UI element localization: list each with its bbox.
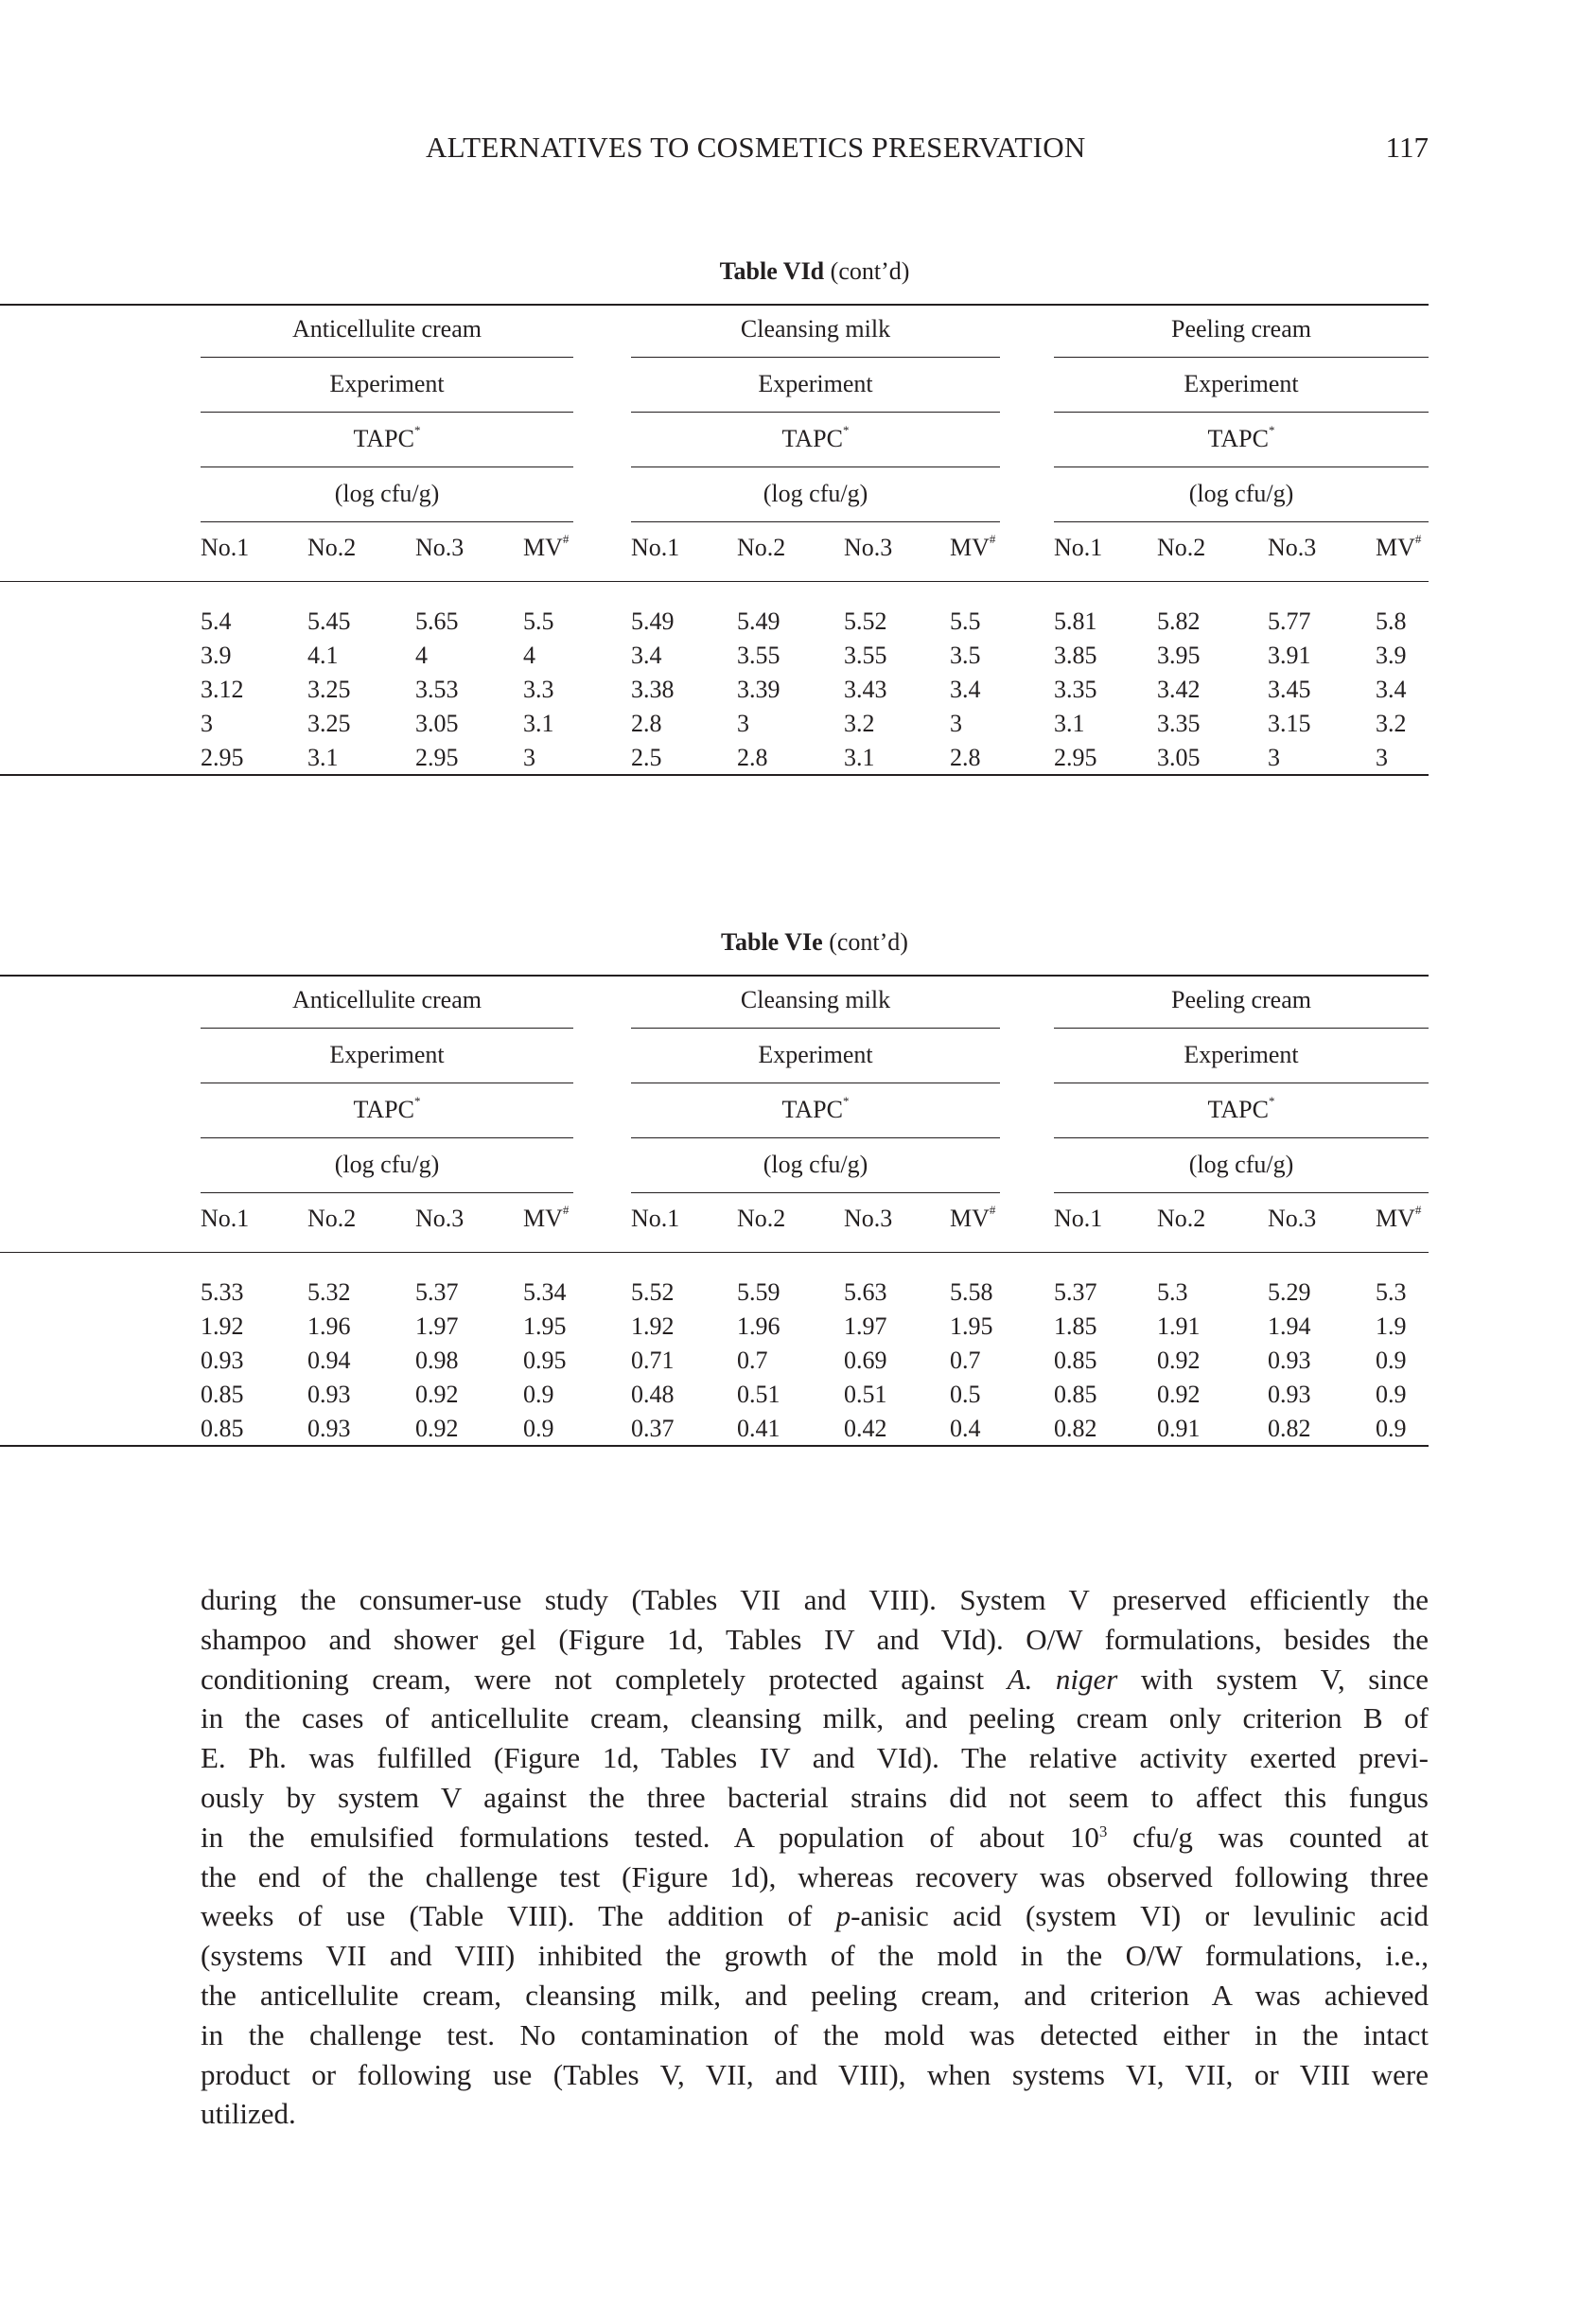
italic-text: p — [835, 1899, 851, 1933]
table-cell: 5.49 — [737, 607, 780, 635]
column-header: MV# — [523, 532, 570, 561]
table-cell: 0.92 — [415, 1381, 459, 1408]
table-cell: 0.7 — [737, 1347, 768, 1374]
tapc-label: TAPC* — [353, 423, 421, 452]
table-cell: 5.3 — [1376, 1278, 1407, 1306]
experiment-label: Experiment — [758, 370, 873, 397]
tapc-label: TAPC* — [781, 423, 850, 452]
table-cell: 0.48 — [631, 1381, 675, 1408]
group-rule — [631, 1028, 1000, 1029]
table-cell: 0.94 — [307, 1347, 351, 1374]
table-cell: 2.8 — [631, 710, 662, 737]
table-cell: 3.1 — [307, 744, 339, 771]
table-cell: 3.1 — [523, 710, 554, 737]
text-line — [201, 1620, 1429, 1660]
footnote-mark: # — [562, 1203, 570, 1217]
text-segment: conditioning cream, were not completely protected against — [201, 1662, 1008, 1696]
table-cell: 0.9 — [1376, 1381, 1407, 1408]
table-cell: 3.9 — [1376, 642, 1407, 669]
column-header: No.1 — [1054, 534, 1103, 561]
text-segment: with system V, since — [1117, 1662, 1429, 1696]
column-header: No.2 — [1157, 534, 1206, 561]
text-line — [201, 1818, 1429, 1857]
experiment-label: Experiment — [1184, 1041, 1299, 1068]
column-header: No.1 — [631, 534, 680, 561]
group-rule — [1054, 466, 1429, 467]
column-header: No.1 — [1054, 1205, 1103, 1232]
group-rule — [1054, 521, 1429, 522]
table-cell: 1.95 — [950, 1312, 993, 1340]
table-title — [0, 928, 1429, 957]
table-cell: 0.92 — [1157, 1347, 1201, 1374]
text-segment: weeks of use (Table VIII). The addition of — [201, 1899, 836, 1933]
text-segment: the anticellulite cream, cleansing milk, and peeling cream, and criterion A was achieved — [201, 1978, 1429, 2012]
group-rule — [1054, 357, 1429, 358]
table-cell: 3.2 — [1376, 710, 1407, 737]
table-cell: 2.95 — [415, 744, 459, 771]
table-top-rule — [0, 304, 1429, 306]
table-cell: 2.5 — [631, 744, 662, 771]
table-cell: 3.35 — [1054, 676, 1097, 703]
table-cell: 1.97 — [844, 1312, 887, 1340]
table-cell: 0.85 — [1054, 1381, 1097, 1408]
group-rule — [201, 1028, 573, 1029]
table-cell: 5.77 — [1268, 607, 1311, 635]
table-cell: 0.85 — [201, 1381, 244, 1408]
table-cell: 0.93 — [1268, 1381, 1311, 1408]
experiment-label: Experiment — [329, 370, 445, 397]
column-header: No.2 — [737, 1205, 786, 1232]
footnote-mark: * — [842, 423, 850, 437]
table-cell: 0.93 — [1268, 1347, 1311, 1374]
table-cell: 1.9 — [1376, 1312, 1407, 1340]
unit-label: (log cfu/g) — [1188, 480, 1294, 507]
text-segment: E. Ph. was fulfilled (Figure 1d, Tables IV and VId). The relative activity exerted previ- — [201, 1741, 1429, 1775]
text-line — [201, 1738, 1429, 1778]
column-header: No.3 — [844, 534, 893, 561]
text-segment: ously by system V against the three bacterial strains did not seem to affect this fungus — [201, 1780, 1429, 1814]
column-header: MV# — [950, 1203, 996, 1232]
footnote-mark: # — [1414, 1203, 1422, 1217]
table-cell: 1.96 — [307, 1312, 351, 1340]
table-cell: 5.37 — [415, 1278, 459, 1306]
table-cell: 0.51 — [737, 1381, 780, 1408]
group-title: Cleansing milk — [740, 315, 891, 343]
footnote-mark: # — [1414, 532, 1422, 546]
table-cell: 3.12 — [201, 676, 244, 703]
column-header: No.2 — [307, 1205, 357, 1232]
tapc-label: TAPC* — [1207, 1094, 1275, 1123]
table-cell: 0.93 — [201, 1347, 244, 1374]
table-title-label: Table VId — [719, 257, 825, 285]
table-cell: 3 — [1268, 744, 1280, 771]
table-cell: 3 — [737, 710, 749, 737]
table-cell: 5.52 — [631, 1278, 675, 1306]
footnote-mark: # — [989, 1203, 996, 1217]
table-cell: 3.53 — [415, 676, 459, 703]
unit-label: (log cfu/g) — [763, 480, 868, 507]
column-header: MV# — [1376, 532, 1422, 561]
table-cell: 5.3 — [1157, 1278, 1188, 1306]
column-header: No.3 — [844, 1205, 893, 1232]
table-cell: 0.9 — [523, 1381, 554, 1408]
table-cell: 3.4 — [631, 642, 662, 669]
tapc-label: TAPC* — [781, 1094, 850, 1123]
text-line — [201, 2094, 1429, 2134]
table-cell: 3.3 — [523, 676, 554, 703]
group-rule — [631, 1137, 1000, 1138]
table-cell: 3.35 — [1157, 710, 1201, 737]
table-cell: 3.4 — [1376, 676, 1407, 703]
text-line — [201, 1660, 1429, 1699]
text-line — [201, 1580, 1429, 1620]
table-cell: 5.65 — [415, 607, 459, 635]
header-bottom-rule — [0, 1252, 1429, 1253]
header-bottom-rule — [0, 581, 1429, 582]
table-cell: 0.82 — [1268, 1415, 1311, 1442]
group-rule — [631, 466, 1000, 467]
footnote-mark: # — [562, 532, 570, 546]
table-cell: 5.5 — [950, 607, 981, 635]
table-cell: 0.9 — [523, 1415, 554, 1442]
table-cell: 3.95 — [1157, 642, 1201, 669]
table-cell: 0.5 — [950, 1381, 981, 1408]
italic-text: A. niger — [1007, 1662, 1118, 1696]
footnote-mark: * — [842, 1094, 850, 1108]
column-header: No.1 — [201, 534, 250, 561]
column-header: No.3 — [1268, 534, 1317, 561]
column-header: MV# — [523, 1203, 570, 1232]
footnote-mark: # — [989, 532, 996, 546]
group-rule — [631, 1192, 1000, 1193]
text-line — [201, 1896, 1429, 1936]
table-cell: 0.41 — [737, 1415, 780, 1442]
group-rule — [1054, 1028, 1429, 1029]
table-cell: 5.29 — [1268, 1278, 1311, 1306]
table-title-label: Table VIe — [721, 928, 823, 956]
table-title-suffix: (cont’d) — [822, 928, 908, 956]
column-header: MV# — [1376, 1203, 1422, 1232]
table-cell: 1.94 — [1268, 1312, 1311, 1340]
table-cell: 5.52 — [844, 607, 887, 635]
table-cell: 4 — [415, 642, 428, 669]
table-cell: 5.49 — [631, 607, 675, 635]
table-cell: 3.55 — [844, 642, 887, 669]
column-header: No.1 — [631, 1205, 680, 1232]
table-cell: 3.05 — [415, 710, 459, 737]
text-segment: utilized. — [201, 2097, 296, 2131]
table-cell: 0.91 — [1157, 1415, 1201, 1442]
text-segment: during the consumer-use study (Tables VII and VIII). System V preserved efficiently the — [201, 1583, 1429, 1616]
table-cell: 5.32 — [307, 1278, 351, 1306]
group-rule — [201, 466, 573, 467]
text-segment: the end of the challenge test (Figure 1d), whereas recovery was observed following three — [201, 1859, 1429, 1893]
table-cell: 3.45 — [1268, 676, 1311, 703]
table-cell: 0.42 — [844, 1415, 887, 1442]
table-cell: 2.8 — [950, 744, 981, 771]
unit-label: (log cfu/g) — [334, 1151, 440, 1178]
group-title: Peeling cream — [1171, 986, 1311, 1013]
group-rule — [201, 412, 573, 413]
group-rule — [1054, 1192, 1429, 1193]
text-segment: in the cases of anticellulite cream, cleansing milk, and peeling cream only criterion B of — [201, 1701, 1429, 1735]
table-title — [0, 257, 1429, 286]
table-cell: 1.97 — [415, 1312, 459, 1340]
table-cell: 3.5 — [950, 642, 981, 669]
column-header: No.2 — [737, 534, 786, 561]
group-rule — [631, 412, 1000, 413]
table-cell: 3 — [201, 710, 213, 737]
text-line — [201, 1936, 1429, 1976]
table-cell: 3.9 — [201, 642, 232, 669]
table-cell: 5.8 — [1376, 607, 1407, 635]
text-segment: cfu/g was counted at — [1107, 1820, 1429, 1854]
table-cell: 3.25 — [307, 676, 351, 703]
column-header: No.2 — [1157, 1205, 1206, 1232]
table-cell: 0.51 — [844, 1381, 887, 1408]
footnote-mark: * — [413, 1094, 421, 1108]
table-bottom-rule — [0, 1445, 1429, 1447]
tapc-label: TAPC* — [1207, 423, 1275, 452]
unit-label: (log cfu/g) — [334, 480, 440, 507]
group-title: Anticellulite cream — [292, 986, 482, 1013]
table-cell: 5.58 — [950, 1278, 993, 1306]
table-cell: 2.95 — [201, 744, 244, 771]
group-rule — [631, 521, 1000, 522]
table-cell: 0.7 — [950, 1347, 981, 1374]
table-cell: 0.69 — [844, 1347, 887, 1374]
table-cell: 3.2 — [844, 710, 875, 737]
text-segment: in the emulsified formulations tested. A population of about 10 — [201, 1820, 1099, 1854]
table-cell: 0.9 — [1376, 1347, 1407, 1374]
footnote-mark: * — [413, 423, 421, 437]
footnote-mark: * — [1268, 423, 1275, 437]
text-line — [201, 1778, 1429, 1818]
table-cell: 1.92 — [631, 1312, 675, 1340]
table-cell: 2.95 — [1054, 744, 1097, 771]
table-cell: 0.4 — [950, 1415, 981, 1442]
table-cell: 0.37 — [631, 1415, 675, 1442]
group-title: Peeling cream — [1171, 315, 1311, 343]
table-cell: 3.38 — [631, 676, 675, 703]
table-cell: 3.4 — [950, 676, 981, 703]
table-cell: 1.91 — [1157, 1312, 1201, 1340]
group-rule — [201, 357, 573, 358]
group-rule — [1054, 1137, 1429, 1138]
table-cell: 3.15 — [1268, 710, 1311, 737]
table-cell: 3.05 — [1157, 744, 1201, 771]
table-cell: 3.43 — [844, 676, 887, 703]
table-title-suffix: (cont’d) — [824, 257, 910, 285]
table-cell: 3.55 — [737, 642, 780, 669]
group-title: Anticellulite cream — [292, 315, 482, 343]
text-segment: in the challenge test. No contamination of the mold was detected either in the intact — [201, 2017, 1429, 2051]
table-bottom-rule — [0, 774, 1429, 776]
table-cell: 5.59 — [737, 1278, 780, 1306]
column-header: No.3 — [415, 534, 465, 561]
table-cell: 0.93 — [307, 1415, 351, 1442]
table-cell: 0.82 — [1054, 1415, 1097, 1442]
group-title: Cleansing milk — [740, 986, 891, 1013]
body-paragraph — [201, 1580, 1429, 2134]
table-cell: 0.95 — [523, 1347, 567, 1374]
text-line — [201, 2055, 1429, 2095]
table-top-rule — [0, 975, 1429, 977]
table-cell: 1.95 — [523, 1312, 567, 1340]
footnote-mark: * — [1268, 1094, 1275, 1108]
group-rule — [201, 1192, 573, 1193]
table-cell: 4.1 — [307, 642, 339, 669]
table-cell: 0.93 — [307, 1381, 351, 1408]
text-segment: shampoo and shower gel (Figure 1d, Tables IV and VId). O/W formulations, besides the — [201, 1622, 1429, 1656]
experiment-label: Experiment — [1184, 370, 1299, 397]
group-rule — [631, 357, 1000, 358]
table-cell: 0.92 — [415, 1415, 459, 1442]
column-header: No.3 — [415, 1205, 465, 1232]
table-cell: 5.82 — [1157, 607, 1201, 635]
table-cell: 0.92 — [1157, 1381, 1201, 1408]
table-cell: 3.1 — [844, 744, 875, 771]
table-cell: 0.85 — [201, 1415, 244, 1442]
experiment-label: Experiment — [329, 1041, 445, 1068]
unit-label: (log cfu/g) — [1188, 1151, 1294, 1178]
table-cell: 5.4 — [201, 607, 232, 635]
text-line — [201, 1976, 1429, 2016]
column-header: MV# — [950, 532, 996, 561]
table-cell: 1.92 — [201, 1312, 244, 1340]
text-line — [201, 1857, 1429, 1897]
table-cell: 3.91 — [1268, 642, 1311, 669]
group-rule — [1054, 412, 1429, 413]
table-cell: 5.33 — [201, 1278, 244, 1306]
table-cell: 3.39 — [737, 676, 780, 703]
group-rule — [201, 1137, 573, 1138]
tapc-label: TAPC* — [353, 1094, 421, 1123]
table-cell: 3 — [950, 710, 962, 737]
table-cell: 5.37 — [1054, 1278, 1097, 1306]
column-header: No.3 — [1268, 1205, 1317, 1232]
table-cell: 3 — [1376, 744, 1388, 771]
table-cell: 3.85 — [1054, 642, 1097, 669]
text-segment: -anisic acid (system VI) or levulinic acid — [851, 1899, 1429, 1933]
superscript: 3 — [1098, 1822, 1108, 1840]
column-header: No.2 — [307, 534, 357, 561]
running-title: ALTERNATIVES TO COSMETICS PRESERVATION — [426, 131, 1086, 164]
table-cell: 3 — [523, 744, 535, 771]
table-cell: 0.98 — [415, 1347, 459, 1374]
text-segment: product or following use (Tables V, VII, and VIII), when systems VI, VII, or VIII were — [201, 2057, 1429, 2091]
table-cell: 2.8 — [737, 744, 768, 771]
table-cell: 5.63 — [844, 1278, 887, 1306]
unit-label: (log cfu/g) — [763, 1151, 868, 1178]
table-cell: 4 — [523, 642, 535, 669]
text-line — [201, 2016, 1429, 2055]
page-number: 117 — [1385, 131, 1429, 164]
experiment-label: Experiment — [758, 1041, 873, 1068]
table-cell: 0.85 — [1054, 1347, 1097, 1374]
table-cell: 3.1 — [1054, 710, 1085, 737]
text-line — [201, 1699, 1429, 1738]
column-header: No.1 — [201, 1205, 250, 1232]
table-cell: 0.9 — [1376, 1415, 1407, 1442]
table-cell: 5.34 — [523, 1278, 567, 1306]
table-cell: 5.5 — [523, 607, 554, 635]
table-cell: 1.96 — [737, 1312, 780, 1340]
table-cell: 1.85 — [1054, 1312, 1097, 1340]
table-cell: 3.25 — [307, 710, 351, 737]
table-cell: 0.71 — [631, 1347, 675, 1374]
text-segment: (systems VII and VIII) inhibited the growth of the mold in the O/W formulations, i.e., — [201, 1939, 1429, 1973]
table-cell: 3.42 — [1157, 676, 1201, 703]
table-cell: 5.45 — [307, 607, 351, 635]
table-cell: 5.81 — [1054, 607, 1097, 635]
group-rule — [201, 521, 573, 522]
